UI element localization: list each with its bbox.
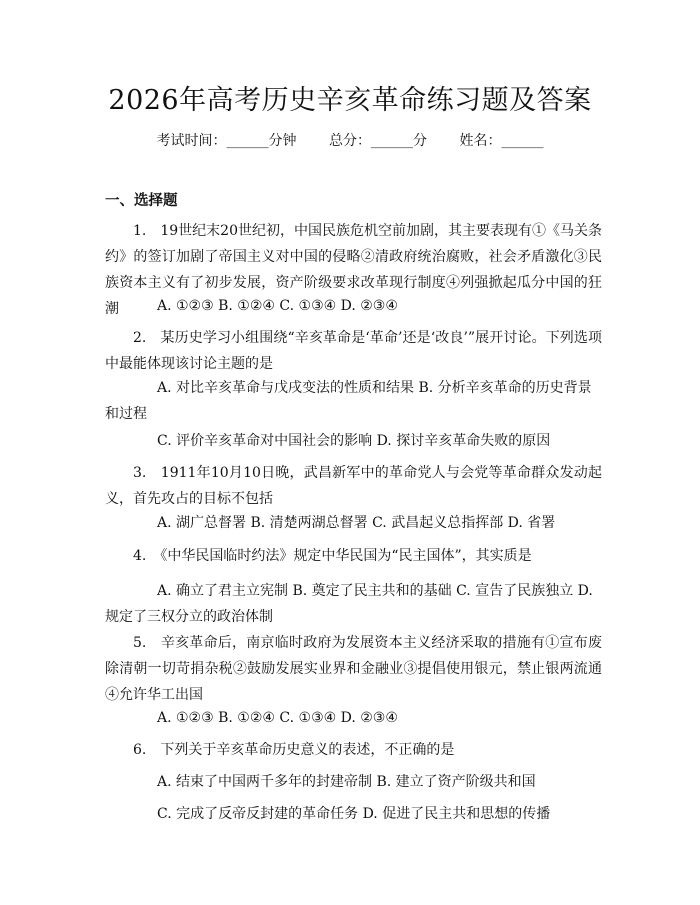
question-2-options-1: A. 对比辛亥革命与戊戌变法的性质和结果 B. 分析辛亥革命的历史背景和过程 — [105, 380, 592, 422]
question-6-options-2: C. 完成了反帝反封建的革命任务 D. 促进了民主共和思想的传播 — [157, 806, 551, 822]
question-2-options-2: C. 评价辛亥革命对中国社会的影响 D. 探讨辛亥革命失败的原因 — [157, 433, 551, 449]
exam-time: 考试时间：______分钟 — [156, 133, 297, 149]
question-6-stem: 6. 下列关于辛亥革命历史意义的表述，不正确的是 — [133, 742, 455, 758]
question-1-stem: 1. 19世纪末20世纪初，中国民族危机空前加剧，其主要表现有①《马关条约》的签订加剧了帝国主义对中国的侵略②清政府统治腐败，社会矛盾激化③民族资本主义有了初步发展，资产阶级要求改革现行制度④列强掀起瓜分中国的狂潮 — [105, 223, 602, 317]
question-4-options: A. 确立了君主立宪制 B. 奠定了民主共和的基础 C. 宣告了民族独立 D. 规定了三权分立的政治体制 — [105, 583, 593, 625]
student-name: 姓名：______ — [459, 133, 544, 149]
question-2-stem: 2. 某历史学习小组围绕“辛亥革命是‘革命’还是‘改良’”展开讨论。下列选项中最能体现该讨论主题的是 — [105, 330, 602, 372]
question-5-options: A. ①②③ B. ①②④ C. ①③④ D. ②③④ — [157, 710, 398, 726]
exam-meta — [0, 130, 700, 150]
question-6-options-1: A. 结束了中国两千多年的封建帝制 B. 建立了资产阶级共和国 — [157, 774, 536, 790]
question-1-options: A. ①②③ B. ①②④ C. ①③④ D. ②③④ — [157, 298, 398, 314]
section-title: 一、选择题 — [105, 193, 178, 209]
page-title: 2026年高考历史辛亥革命练习题及答案 — [108, 85, 592, 116]
question-3-stem: 3. 1911年10月10日晚，武昌新军中的革命党人与会党等革命群众发动起义，首先攻占的目标不包括 — [105, 465, 602, 507]
exam-score: 总分：______分 — [329, 133, 427, 149]
question-4-stem: 4. 《中华民国临时约法》规定中华民国为“民主国体”，其实质是 — [133, 548, 532, 564]
question-3-options: A. 湖广总督署 B. 清楚两湖总督署 C. 武昌起义总指挥部 D. 省署 — [157, 515, 556, 531]
question-5-stem: 5. 辛亥革命后，南京临时政府为发展资本主义经济采取的措施有①宣布废除清朝一切苛捐杂税②鼓励发展实业界和金融业③提倡使用银元，禁止银两流通④允许华工出国 — [105, 635, 602, 703]
